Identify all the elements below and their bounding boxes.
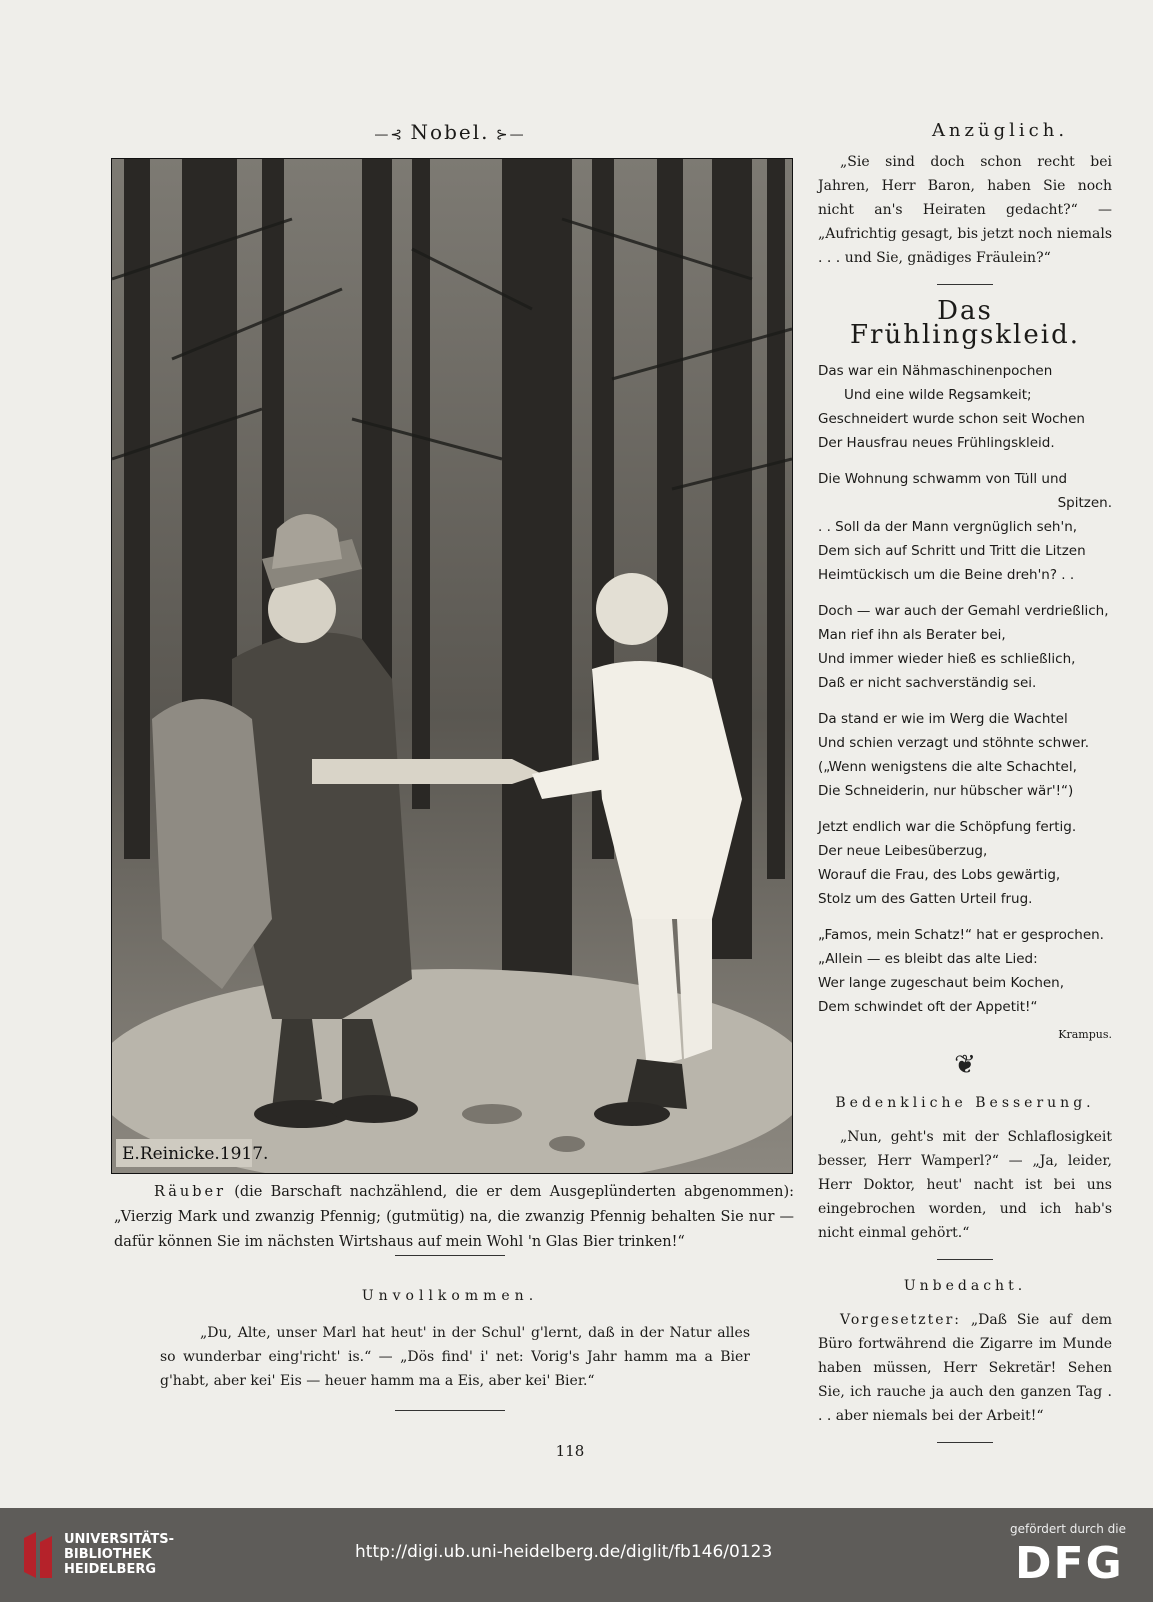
funded-by-label: gefördert durch die	[1010, 1522, 1126, 1536]
anzueglich-text: „Sie sind doch schon recht bei Jahren, Herr Baron, haben Sie noch nicht an's Heiraten gedacht?“ — „Aufrichtig gesagt, bis jetzt noch niemals . . . und Sie, gnädiges Fräulein?“	[818, 154, 1112, 266]
besserung-title: Bedenkliche Besserung.	[835, 1095, 1095, 1111]
divider	[937, 1259, 993, 1260]
poem-line: Stolz um des Gatten Urteil frug.	[818, 891, 1033, 907]
unvollkommen-text: „Du, Alte, unser Marl hat heut' in der Schul' g'lernt, daß in der Natur alles so wunderbar eing'richt' is.“ — „Dös find' i' net: Vorig's Jahr hamm ma a Bier g'habt, aber kei' Eis — heuer hamm ma a Eis, aber kei' Bier.“	[160, 1325, 750, 1389]
dfg-logo[interactable]: DFG	[1015, 1538, 1124, 1589]
poem-line: Heimtückisch um die Beine dreh'n? . .	[818, 567, 1075, 583]
poem-line: Da stand er wie im Werg die Wachtel	[818, 711, 1068, 727]
poem-line: Die Schneiderin, nur hübscher wär'!“)	[818, 783, 1074, 799]
poem-line: Man rief ihn als Berater bei,	[818, 627, 1006, 643]
pine-cone	[462, 1104, 522, 1124]
header-ornament-right: ⊱—	[489, 127, 526, 143]
right-column	[818, 150, 1112, 1457]
poem-line: „Famos, mein Schatz!“ hat er gesprochen.	[818, 927, 1104, 943]
poem-line: Wer lange zugeschaut beim Kochen,	[818, 975, 1065, 991]
unbedacht-text: „Daß Sie auf dem Büro fortwährend die Zigarre im Munde haben müssen, Herr Sekretär! Sehen Sie, ich rauche ja auch den ganzen Tag . . . aber niemals bei der Arbeit!“	[818, 1312, 1113, 1424]
illustration-forest-robber	[111, 158, 793, 1174]
page-number: 118	[555, 1442, 585, 1460]
artist-signature: E.Reinicke.1917.	[122, 1144, 269, 1164]
poem-line: Und schien verzagt und stöhnte schwer.	[818, 735, 1090, 751]
viewer-footer	[0, 1508, 1153, 1602]
header-left-title: Nobel.	[410, 120, 490, 144]
poem-line: Spitzen.	[1057, 495, 1112, 511]
unbedacht-speaker: Vorgesetzter:	[840, 1312, 961, 1328]
divider	[937, 1442, 993, 1443]
poem-stanza-1	[818, 359, 1112, 455]
poem-stanza-3	[818, 599, 1112, 695]
header-left	[350, 120, 550, 144]
caption-speaker: Räuber	[154, 1184, 227, 1200]
university-name-line: UNIVERSITÄTS-	[64, 1532, 174, 1547]
poem-line: Jetzt endlich war die Schöpfung fertig.	[818, 819, 1077, 835]
illustration-caption	[114, 1180, 794, 1255]
poem-line: Worauf die Frau, des Lobs gewärtig,	[818, 867, 1061, 883]
poem-line: . . Soll da der Mann vergnüglich seh'n,	[818, 519, 1078, 535]
poem-line: Daß er nicht sachverständig sei.	[818, 675, 1037, 691]
permalink-url[interactable]: http://digi.ub.uni-heidelberg.de/diglit/fb146/0123	[355, 1542, 773, 1562]
pine-cone-small	[549, 1136, 585, 1152]
ornament-vignette-icon: ❦	[954, 1050, 976, 1080]
university-name[interactable]	[64, 1532, 174, 1577]
university-name-line: HEIDELBERG	[64, 1562, 157, 1577]
poem-line: Und eine wilde Regsamkeit;	[844, 387, 1032, 403]
illustration-drawing	[112, 159, 792, 1173]
poem-stanza-6	[818, 923, 1112, 1019]
poem-line: Das war ein Nähmaschinenpochen	[818, 363, 1053, 379]
poem-line: Dem sich auf Schritt und Tritt die Litzen	[818, 543, 1086, 559]
poem-line: Die Wohnung schwamm von Tüll und	[818, 471, 1068, 487]
poem-line: Der Hausfrau neues Frühlingskleid.	[818, 435, 1055, 451]
university-name-line: BIBLIOTHEK	[64, 1547, 152, 1562]
header-ornament-left: —⊰	[374, 127, 411, 143]
unbedacht-paragraph	[818, 1308, 1112, 1428]
divider	[395, 1410, 505, 1411]
besserung-text: „Nun, geht's mit der Schlaflosigkeit besser, Herr Wamperl?“ — „Ja, leider, Herr Doktor, heut' nacht ist bei uns eingebrochen worden, und ich hab's nicht einmal gehört.“	[818, 1129, 1112, 1241]
poem-stanza-5	[818, 815, 1112, 911]
divider	[937, 284, 993, 285]
poem-line: Geschneidert wurde schon seit Wochen	[818, 411, 1085, 427]
poem-line: Der neue Leibesüberzug,	[818, 843, 988, 859]
poem-line: Dem schwindet oft der Appetit!“	[818, 999, 1038, 1015]
poem-author: Krampus.	[1058, 1028, 1112, 1041]
unbedacht-title: Unbedacht.	[903, 1278, 1027, 1294]
header-right: Anzüglich.	[931, 120, 1069, 141]
poem-line: Und immer wieder hieß es schließlich,	[818, 651, 1076, 667]
poem-stanza-2	[818, 467, 1112, 587]
poem-title: Das Frühlingskleid.	[849, 296, 1080, 350]
divider	[395, 1255, 505, 1256]
poem-line: Doch — war auch der Gemahl verdrießlich,	[818, 603, 1109, 619]
caption-text: (die Barschaft nachzählend, die er dem Ausgeplünderten abgenommen): „Vierzig Mark und zwanzig Pfennig; (gutmütig) na, die zwanzig Pfennig behalten Sie nur — dafür können Sie im nächsten Wirtshaus auf mein Wohl 'n Glas Bier trinken!“	[114, 1184, 794, 1250]
university-logo-icon	[22, 1528, 56, 1582]
unvollkommen-title: Unvollkommen.	[361, 1288, 539, 1304]
poem-line: („Wenn wenigstens die alte Schachtel,	[818, 759, 1077, 775]
poem-stanza-4	[818, 707, 1112, 803]
poem-line: „Allein — es bleibt das alte Lied:	[818, 951, 1038, 967]
